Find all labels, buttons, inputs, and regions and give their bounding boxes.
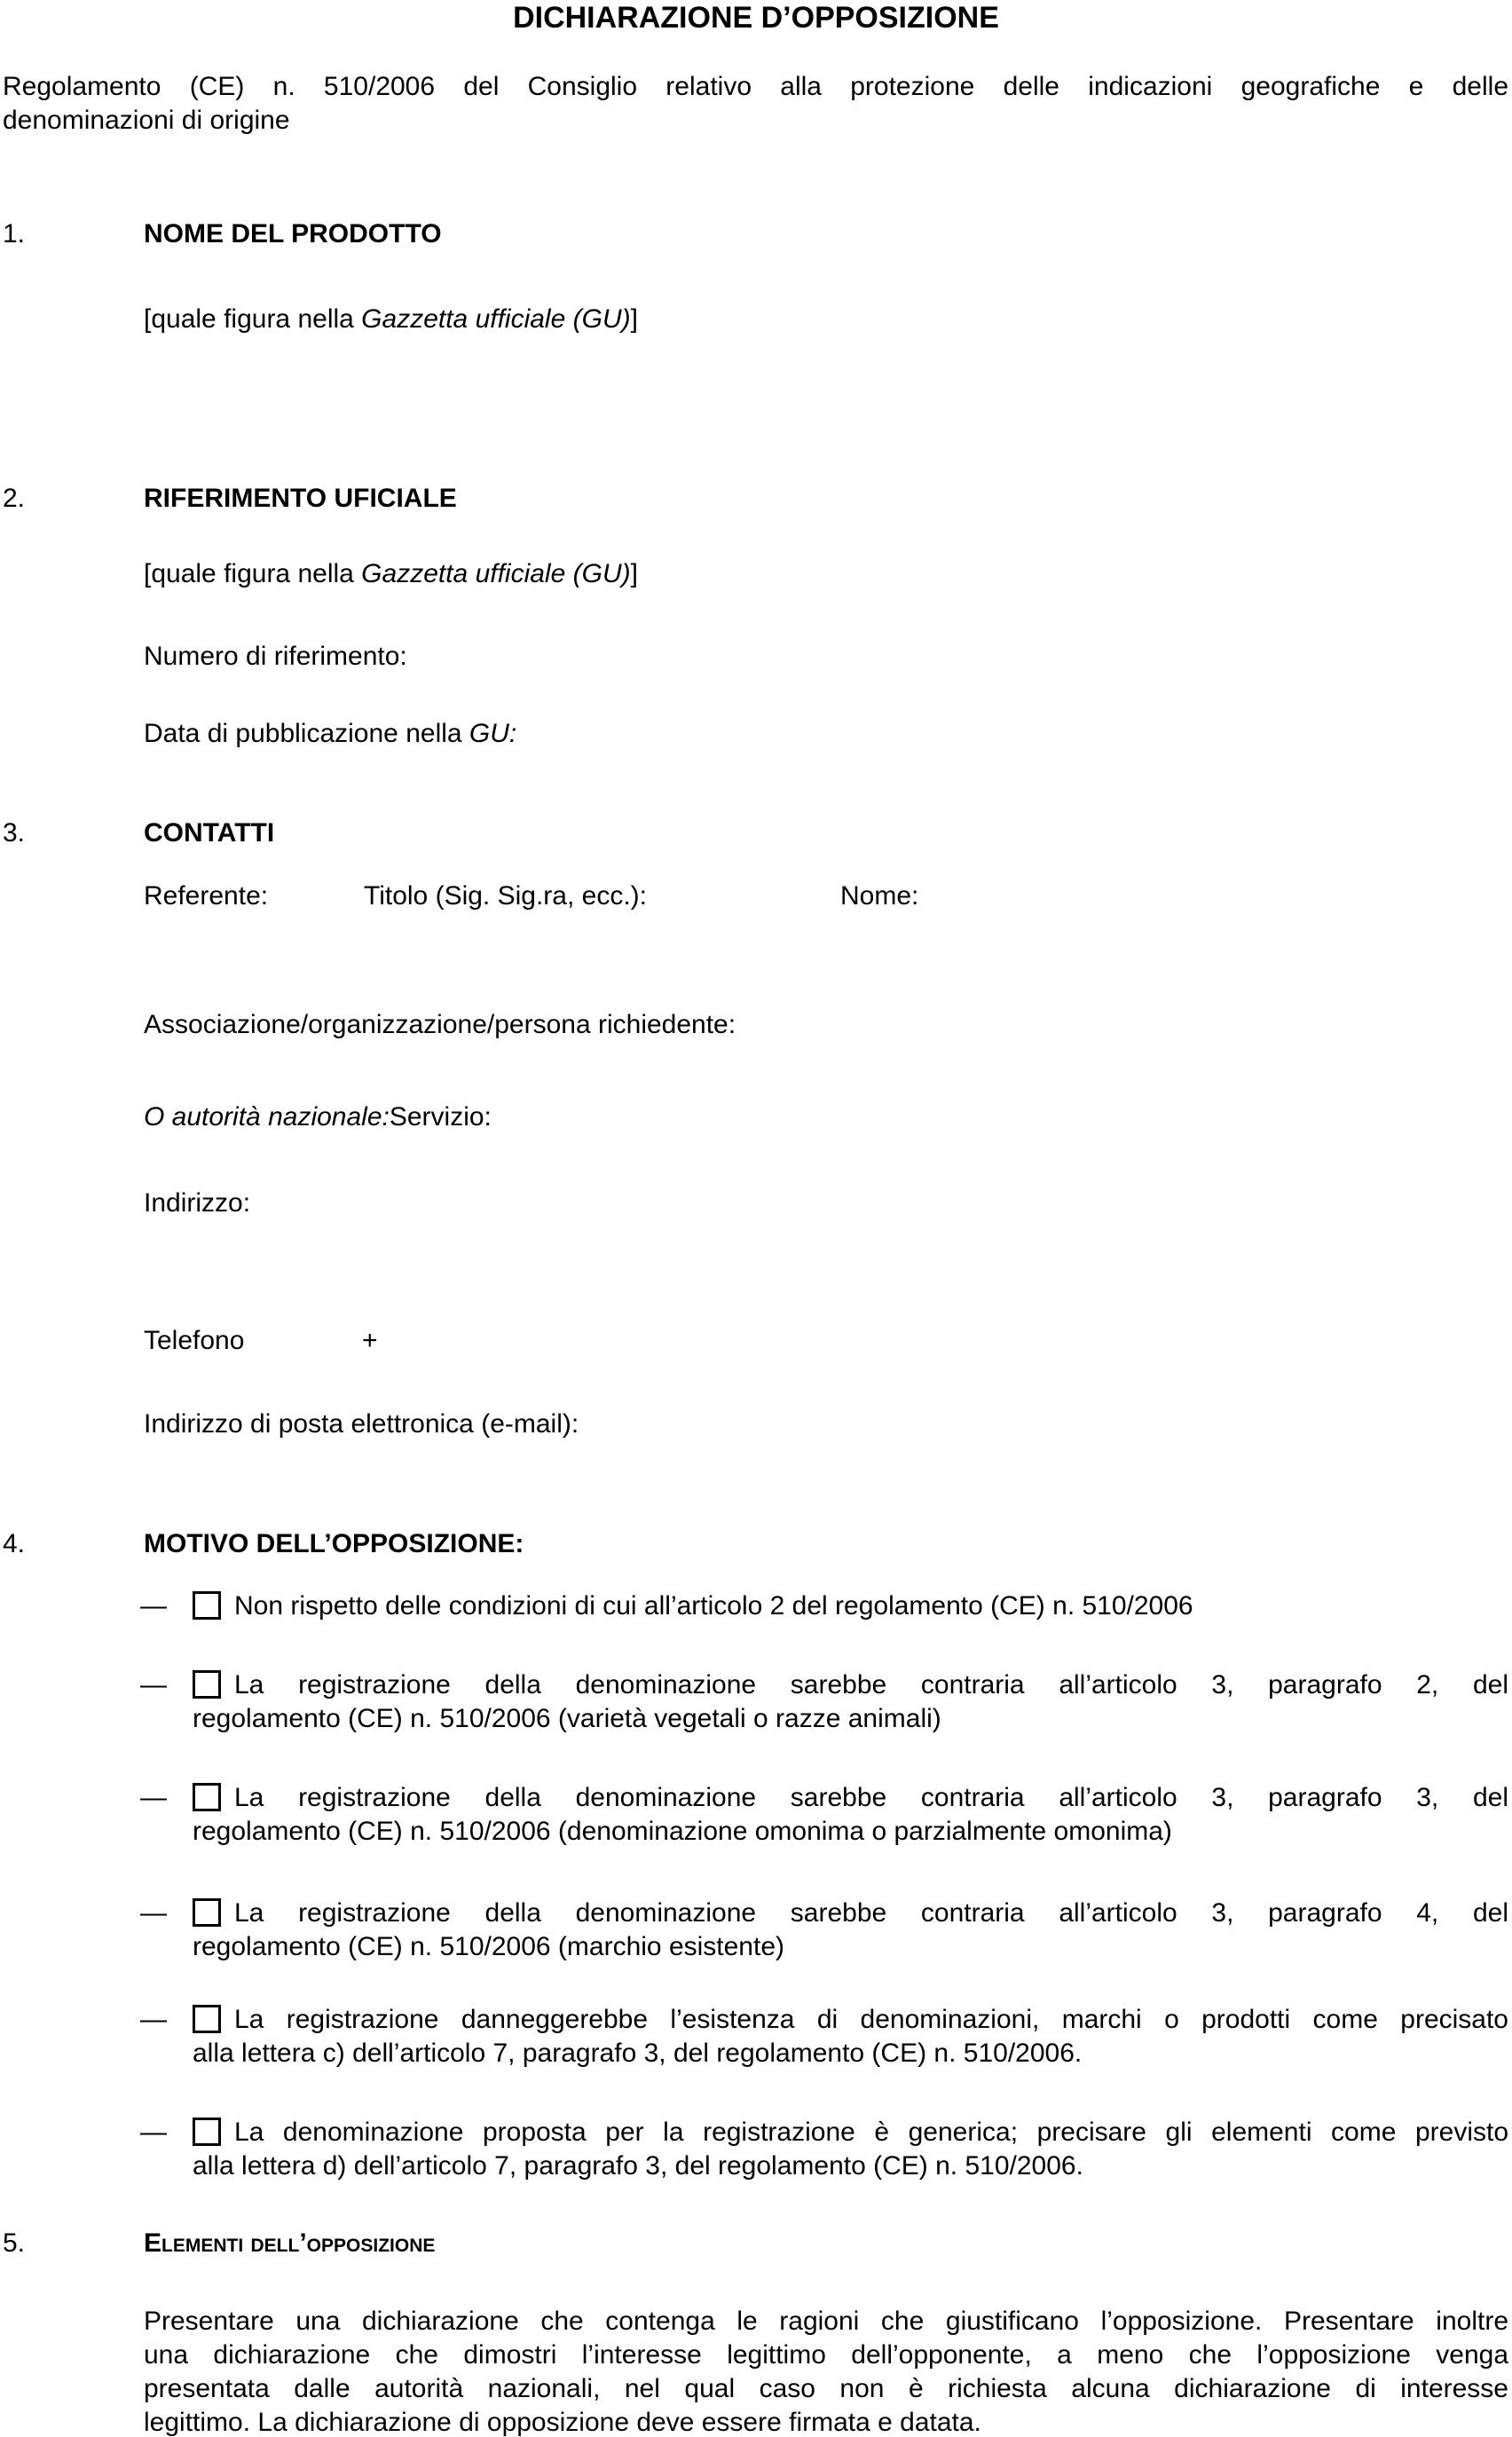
section-4-number: 4.: [3, 1529, 26, 1558]
gu-line-italic: Gazzetta ufficiale (GU): [361, 304, 631, 334]
checkbox-column: [193, 1781, 234, 1811]
opposition-reason-item-2: [140, 1668, 1508, 1736]
paragraph-line-3: presentata dalle autorità nazionali, nel qual caso non è richiesta alcuna dichiarazione di interesse: [144, 2374, 1508, 2403]
email-label: Indirizzo di posta elettronica (e-mail):: [144, 1409, 579, 1439]
opposition-reason-text-line1: La registrazione della denominazione sarebbe contraria all’articolo 3, paragrafo 2, del: [234, 1670, 1508, 1700]
referente-label: Referente:: [144, 881, 269, 911]
opposition-reason-item-6: [140, 2116, 1508, 2183]
publication-date-prefix: Data di pubblicazione nella: [144, 719, 469, 748]
reference-number-field-label: Numero di riferimento:: [144, 642, 407, 671]
section-2-gu-line: [144, 557, 1508, 591]
opposition-reason-item-5: [140, 2003, 1508, 2070]
servizio-label: Servizio:: [389, 1102, 492, 1132]
national-authority-row: [144, 1100, 1508, 1134]
dash-bullet: —: [140, 1783, 167, 1812]
dash-bullet: —: [140, 1898, 167, 1928]
section-5-heading: Elementi dell’opposizione: [144, 2228, 436, 2258]
page-title: DICHIARAZIONE D’OPPOSIZIONE: [513, 1, 999, 35]
paragraph-line-2: una dichiarazione che dimostri l’interesse legittimo dell’opponente, a meno che l’opposizione venga: [144, 2340, 1508, 2370]
opposition-reason-item-4: [140, 1897, 1508, 1964]
section-1-heading: NOME DEL PRODOTTO: [144, 219, 442, 248]
section-4-heading-row: [3, 1527, 1508, 1561]
section-2-number: 2.: [3, 484, 26, 513]
intro-line-1: Regolamento (CE) n. 510/2006 del Consiglio relativo alla protezione delle indicazioni geografiche e delle: [3, 72, 1508, 101]
section-1-gu-line: [144, 303, 1508, 336]
applicant-organisation-label: Associazione/organizzazione/persona richiedente:: [144, 1010, 736, 1039]
checkbox[interactable]: [193, 1670, 221, 1699]
checkbox-column: [193, 2116, 234, 2146]
intro-paragraph: [3, 70, 1508, 138]
checkbox-column: [193, 1897, 234, 1927]
opposition-reason-text-line1: La registrazione danneggerebbe l’esistenza di denominazioni, marchi o prodotti come precisato: [234, 2005, 1508, 2034]
dash-bullet: —: [140, 2005, 167, 2034]
opposition-reason-text-line1: La registrazione della denominazione sarebbe contraria all’articolo 3, paragrafo 3, del: [234, 1783, 1508, 1812]
opposition-reason-text-line2: regolamento (CE) n. 510/2006 (varietà vegetali o razze animali): [193, 1704, 941, 1733]
dash-bullet: —: [140, 1670, 167, 1700]
publication-date-field-label: [144, 717, 1508, 751]
gu-line-prefix: [quale figura nella: [144, 304, 362, 334]
paragraph-line-4: legittimo. La dichiarazione di opposizione deve essere firmata e datata.: [144, 2408, 981, 2437]
telephone-plus-sign: +: [362, 1326, 378, 1355]
section-5-number: 5.: [3, 2228, 26, 2258]
checkbox-column: [193, 1589, 234, 1620]
titolo-label: Titolo (Sig. Sig.ra, ecc.):: [364, 881, 647, 911]
gu-line-prefix: [quale figura nella: [144, 559, 362, 588]
opposition-reason-text-line2: regolamento (CE) n. 510/2006 (marchio esistente): [193, 1932, 785, 1961]
nome-label: Nome:: [840, 881, 919, 911]
opposition-elements-paragraph: [144, 2305, 1508, 2437]
section-3-number: 3.: [3, 818, 26, 848]
checkbox[interactable]: [193, 2005, 221, 2033]
section-4-heading: MOTIVO DELL’OPPOSIZIONE:: [144, 1529, 524, 1558]
telephone-label: Telefono: [144, 1326, 245, 1355]
gu-line-suffix: ]: [630, 559, 638, 588]
dash-bullet: —: [140, 1591, 167, 1621]
dash-bullet: —: [140, 2118, 167, 2147]
telephone-row: [144, 1324, 1508, 1358]
opposition-reason-text: Non rispetto delle condizioni di cui all’articolo 2 del regolamento (CE) n. 510/2006: [234, 1591, 1193, 1621]
national-authority-italic-label: O autorità nazionale:: [144, 1102, 390, 1132]
intro-line-2: denominazioni di origine: [3, 106, 290, 135]
opposition-reason-text-line1: La registrazione della denominazione sarebbe contraria all’articolo 3, paragrafo 4, del: [234, 1898, 1508, 1928]
publication-date-gu-italic: GU:: [469, 719, 517, 748]
opposition-reason-text-line2: alla lettera d) dell’articolo 7, paragrafo 3, del regolamento (CE) n. 510/2006.: [193, 2151, 1083, 2181]
section-2-heading-row: [3, 482, 1508, 516]
address-label: Indirizzo:: [144, 1188, 251, 1218]
paragraph-line-1: Presentare una dichiarazione che contenga le ragioni che giustificano l’opposizione. Presentare inoltre: [144, 2307, 1508, 2336]
section-3-heading-row: [3, 816, 1508, 850]
opposition-reason-text-line1: La denominazione proposta per la registrazione è generica; precisare gli elementi come previsto: [234, 2118, 1508, 2147]
section-5-heading-row: [3, 2227, 1508, 2260]
opposition-reason-item-1: [140, 1589, 1508, 1623]
contact-person-row: [144, 879, 1508, 913]
checkbox[interactable]: [193, 1591, 221, 1620]
checkbox[interactable]: [193, 2118, 221, 2146]
checkbox[interactable]: [193, 1898, 221, 1927]
gu-line-suffix: ]: [630, 304, 638, 334]
checkbox[interactable]: [193, 1783, 221, 1811]
section-3-heading: CONTATTI: [144, 818, 275, 848]
opposition-reason-item-3: [140, 1781, 1508, 1849]
opposition-reason-text-line2: regolamento (CE) n. 510/2006 (denominazione omonima o parzialmente omonima): [193, 1817, 1172, 1846]
checkbox-column: [193, 2003, 234, 2033]
section-1-heading-row: [3, 217, 1508, 251]
gu-line-italic: Gazzetta ufficiale (GU): [361, 559, 631, 588]
section-1-number: 1.: [3, 219, 26, 248]
opposition-reason-text-line2: alla lettera c) dell’articolo 7, paragrafo 3, del regolamento (CE) n. 510/2006.: [193, 2039, 1083, 2068]
checkbox-column: [193, 1668, 234, 1699]
section-2-heading: RIFERIMENTO UFICIALE: [144, 484, 457, 513]
